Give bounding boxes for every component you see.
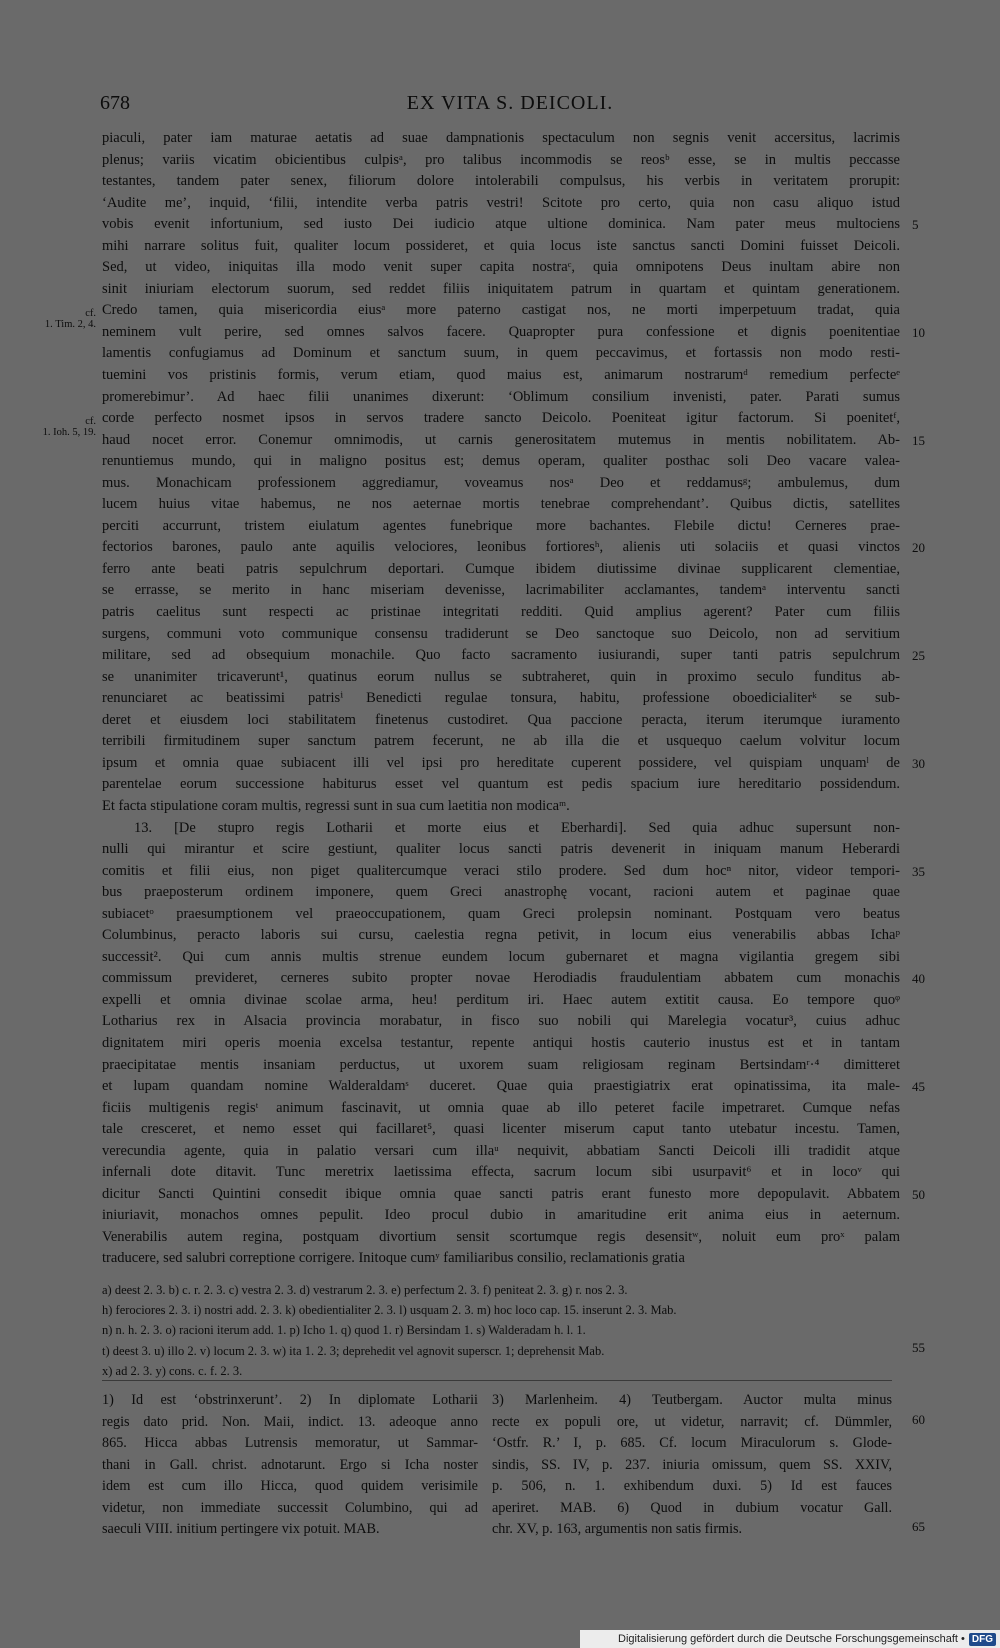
note-line: regis dato prid. Non. Maii, indict. 13. adeoque anno	[102, 1413, 478, 1430]
text-line: patris caelitus sunt respecti ac pristinae integritati redditi. Quid amplius agerent? Pater cum filiis	[102, 604, 900, 621]
note-line: idem est cum illo Hicca, quod quidem verisimile	[102, 1478, 478, 1495]
line-number: 20	[912, 540, 925, 556]
notes-divider	[102, 1380, 892, 1381]
note-line: p. 506, n. 1. exhibendum duxi. 5) Id est fauces	[492, 1478, 892, 1495]
text-line: piaculi, pater iam maturae aetatis ad suae dampnationis spectaculum non segnis venit accersitus, lacrimis	[102, 130, 900, 146]
text-line: surgens, communi voto communique consensu tradiderunt se Deo sanctoque suo Deicolo, non ad servitium	[102, 625, 900, 642]
note-line: videtur, non immediate successit Columbino, qui ad	[102, 1499, 478, 1516]
text-line: tale cresceret, et nemo esset qui facillaret⁵, quasi licenter miserum caput tanto utebatur incestu. Tamen,	[102, 1121, 900, 1138]
page-header	[100, 92, 920, 120]
text-line: se unanimiter tricaverunt¹, quatinus eorum nullus se subtraheret, quin in proximo seculo funditus ab-	[102, 668, 900, 685]
text-line: renuntiemus mundo, qui in maligno positus est; demus operam, qualiter posthac soli Deo vacare valea-	[102, 453, 900, 470]
apparatus-line: a) deest 2. 3. b) c. r. 2. 3. c) vestra 2. 3. d) vestrarum 2. 3. e) perfectum 2. 3. f) peniteat 2. 3. g) r. nos 2. 3.	[102, 1283, 628, 1297]
text-line: iniuriavit, monachos omnes pepulit. Ideo procul dubio in amaritudine erit anima eius in aeternum.	[102, 1207, 900, 1224]
text-line: ficiis multigenis regisᵗ animum fascinavit, ut omnia quae ab illo peteret facile impetraret. Cumque nefas	[102, 1099, 900, 1116]
apparatus-line: n) n. h. 2. 3. o) racioni iterum add. 1. p) Icho 1. q) quod 1. r) Bersindam 1. s) Walderadam h. l. 1.	[102, 1323, 586, 1338]
text-line: Et facta stipulatione coram multis, regressi sunt in sua cum laetitia non modicaᵐ.	[102, 797, 570, 814]
note-line: chr. XV, p. 163, argumentis non satis firmis.	[492, 1521, 743, 1538]
text-line: haud nocet error. Conemur omnimodis, ut carnis generositatem mutemus in mentis nobilitatem. Ab-	[102, 431, 900, 448]
text-line: Venerabilis autem regina, postquam divortium sensit scortumque regis desensitʷ, noluit eum proˣ palam	[102, 1228, 900, 1245]
margin-note: 1. Tim. 2, 4.	[44, 319, 96, 330]
apparatus-line: h) ferociores 2. 3. i) nostri add. 2. 3. k) obedientialiter 2. 3. l) usquam 2. 3. m) hoc loco cap. 15. inserunt 2. 3. Mab.	[102, 1303, 677, 1318]
note-line: 1) Id est ‘obstrinxerunt’. 2) In diplomate Lotharii	[102, 1392, 478, 1408]
line-number: 30	[912, 755, 925, 771]
text-line: dignitatem miri operis moenia excelsa testantur, repente antiqui hostis cauterio inustus est et in tantam	[102, 1034, 900, 1051]
note-line: recte ex populi ore, ut videtur, narravit; cf. Dümmler,	[492, 1413, 892, 1430]
digitization-footer	[580, 1630, 1000, 1648]
text-line: expelli et omnia divinae scolae arma, heu! perditum iri. Haec autem extitit causa. Eo tempore quoᵠ	[102, 991, 900, 1008]
footer-text: Digitalisierung gefördert durch die Deutsche Forschungsgemeinschaft •	[618, 1633, 965, 1645]
text-line: vobis evenit infortunium, sed iusto Dei iudicio atque ultione dominica. Nam pater meus multociens	[102, 216, 900, 233]
text-line: et lupam quandam nomine Walderaldamˢ duceret. Quae quia praestigiatrix erat opinatissima, ita male-	[102, 1078, 900, 1095]
text-line: commissum previderet, cerneres subito propter novae Herodiadis fraudulentiam abbatem cum monachis	[102, 970, 900, 987]
text-line: infernali dote ditavit. Tunc meretrix laetissima effecta, sacrum locum sibi usurpavit⁶ et in locoᵛ qui	[102, 1164, 900, 1181]
line-number: 65	[912, 1519, 925, 1534]
note-line: ‘Ostfr. R.’ I, p. 685. Cf. locum Miraculorum s. Glode-	[492, 1435, 892, 1452]
text-line: bus praeposterum ordinem imponere, quem Greci anastrophę vocant, racioni autem et paginae quae	[102, 884, 900, 901]
text-line: militare, sed ad obsequium monachile. Quo facto sacramento iusiurandi, super tanti patris sepulchrum	[102, 647, 900, 664]
note-line: 865. Hicca abbas Lutrensis memoratur, ut Sammar-	[102, 1435, 478, 1452]
text-line: 13. [De stupro regis Lotharii et morte eius et Eberhardi]. Sed quia adhuc supersunt non-	[134, 819, 900, 836]
text-line: lamentis confugiamus ad Dominum et sanctum suum, in quem peccavimus, et fortassis non modo resti-	[102, 345, 900, 362]
main-text	[102, 128, 900, 1270]
margin-note: cf.	[85, 416, 96, 427]
text-line: plenus; variis vicatim obicientibus culpisᵃ, pro talibus incommodis se reosᵇ esse, se in multis peccasse	[102, 151, 900, 168]
text-line: perciti accurrunt, tristem eiulatum agentes funebrique more bachantes. Flebile dictu! Cerneres prae-	[102, 517, 900, 534]
text-line: ‘Audite me’, inquid, ‘filii, intendite verba patris vestri! Scitote pro certo, quia non casu aliquo istud	[102, 194, 900, 211]
dfg-logo: DFG	[969, 1633, 996, 1646]
line-number: 45	[912, 1079, 925, 1095]
note-line: 3) Marlenheim. 4) Teutbergam. Auctor multa minus	[492, 1392, 892, 1408]
text-line: lucem huius vitae habemus, ne nos aeternae mortis tenebrae comprehendant’. Quibus dictis, satellites	[102, 496, 900, 513]
text-line: dicitur Sancti Quintini consedit ibique omnia quae sancti patris erant funesto more depopulavit. Abbatem	[102, 1185, 900, 1202]
line-number: 60	[912, 1412, 925, 1427]
line-number: 25	[912, 648, 925, 664]
notes-right-column	[492, 1390, 892, 1541]
text-line: terribili firmitudinem super sanctum patrem fecerunt, ne ab illa die et usquequo caelum volvitur locum	[102, 733, 900, 750]
text-line: Columbinus, peracto laboris sui cursu, caelestia regna petivit, in locum eius venerabilis abbas Ichaᵖ	[102, 927, 900, 944]
line-number: 35	[912, 863, 925, 879]
margin-note: 1. Ioh. 5, 19.	[42, 427, 96, 438]
apparatus-line: x) ad 2. 3. y) cons. c. f. 2. 3.	[102, 1363, 243, 1378]
note-line: saeculi VIII. initium pertingere vix potuit. MAB.	[102, 1521, 380, 1538]
text-line: verecundia agente, quia in palatio versari cum illaᵘ nequivit, abbatiam Sancti Deicoli illi tradidit atque	[102, 1142, 900, 1159]
text-line: ipsum et omnia quae subiacent illi vel ipsi pro hereditate cuperent possidere, vel quispiam unquamˡ de	[102, 754, 900, 771]
text-line: nulli qui mirantur et scire gestiunt, qualiter locus sancti patris devenerit in iniquam manum Heberardi	[102, 841, 900, 858]
text-line: mihi narrare solitus fuit, qualiter locum possideret, et quia locus iste sanctus sancti Domini fuisset Deicoli.	[102, 237, 900, 254]
text-line: se errasse, se merito in hanc miseriam devenisse, lacrimabiliter acclamantes, tandemᵃ interventu sancti	[102, 582, 900, 599]
text-line: fectorios barones, paulo ante aquilis velociores, leonibus fortioresʰ, alienis uti solaciis et quasi vinctos	[102, 539, 900, 556]
text-line: successit². Qui cum annis multis strenue eundem locum gubernaret et magna vigilantia gregem sibi	[102, 948, 900, 965]
text-line: Credo tamen, quia misericordia eiusᵃ more paterno castigat nos, ne morti imperpetuum tradat, quia	[102, 302, 900, 319]
text-line: corde perfecto nosmet ipsos in servos tradere sancto Deicolo. Poeniteat igitur factorum. Si poenitetᶠ,	[102, 410, 900, 427]
note-line: thani in Gall. christ. adnotarunt. Ergo si Icha noster	[102, 1456, 478, 1473]
note-line: aperiret. MAB. 6) Quod in dubium vocatur Gall.	[492, 1499, 892, 1516]
line-number: 55	[912, 1340, 925, 1355]
text-line: comitis et filii eius, non piget qualitercumque veraci stilo prodere. Sed dum hocⁿ nitor, videor tempori-	[102, 862, 900, 879]
text-line: testantes, tandem pater senex, filiorum dolore intolerabili compulsus, his verbis in veritatem prorupit:	[102, 173, 900, 190]
text-line: subiacetᵒ praesumptionem vel praeoccupationem, quam Greci prolepsin nominant. Postquam vero beatus	[102, 905, 900, 922]
apparatus-line: t) deest 3. u) illo 2. v) locum 2. 3. w) ita 1. 2. 3; deprehedit vel agnovit superscr. 1; deprehensit Mab.	[102, 1343, 605, 1358]
text-line: parentelae eorum successione habiturus esset vel quantum est pedis spacium iure hereditario possidendum.	[102, 776, 900, 793]
running-title: EX VITA S. DEICOLI.	[406, 92, 614, 114]
line-number: 5	[912, 217, 919, 233]
critical-apparatus	[102, 1280, 916, 1381]
text-line: deret et eiusdem loci stabilitatem finetenus custodiret. Qua paccione peracta, iterum iterumque iuramento	[102, 711, 900, 728]
text-line: renunciaret ac beatissimi patrisⁱ Benedicti regulae tonsura, habitu, professione oboedicialiterᵏ se sub-	[102, 690, 900, 707]
text-line: praecipitatae mentis insaniam perductus, ut uxorem suam religiosam reginam Bertsindamʳ·⁴ dimitteret	[102, 1056, 900, 1073]
line-number: 40	[912, 971, 925, 987]
line-number: 10	[912, 324, 925, 340]
text-line: Lotharius rex in Alsacia provincia morabatur, in fisco suo nobili qui Marelegia vocatur³, cuius adhuc	[102, 1013, 900, 1030]
line-number: 15	[912, 432, 925, 448]
note-line: sindis, SS. IV, p. 237. iniuria omissum, quem SS. XXIV,	[492, 1456, 892, 1473]
text-line: promerebimur’. Ad haec filii unanimes dixerunt: ‘Oblimum consilium invenisti, pater. Parati sumus	[102, 388, 900, 405]
text-line: sinit iniuriam electorum suorum, sed reddet filiis iniquitatem patrum in quartam et quintam generationem.	[102, 280, 900, 297]
text-line: Sed, ut video, iniquitas illa modo venit super capita nostraᶜ, quia omnipotens Deus inultam abire non	[102, 259, 900, 276]
text-line: traducere, sed salubri correptione corrigere. Initoque cumʸ familiaribus consilio, reclamationis gratia	[102, 1250, 685, 1267]
text-line: tuemini vos pristinis formis, verum etiam, quod maius est, animarum nostrarumᵈ remedium perfecteᵉ	[102, 367, 900, 384]
text-line: mus. Monachicam professionem aggrediamur, voveamus nosᵃ Deo et reddamusᵍ; ambulemus, dum	[102, 474, 900, 491]
line-number: 50	[912, 1186, 925, 1202]
margin-note: cf.	[85, 308, 96, 319]
notes-left-column	[102, 1390, 478, 1541]
text-line: ferro ante beati patris sepulchrum deportari. Cumque ibidem diutissime divinae supplicarent clementiae,	[102, 560, 900, 577]
text-line: neminem vult perire, sed omnes salvos facere. Quapropter pura confessione et dignis poenitentiae	[102, 323, 900, 340]
page-number: 678	[100, 92, 130, 114]
